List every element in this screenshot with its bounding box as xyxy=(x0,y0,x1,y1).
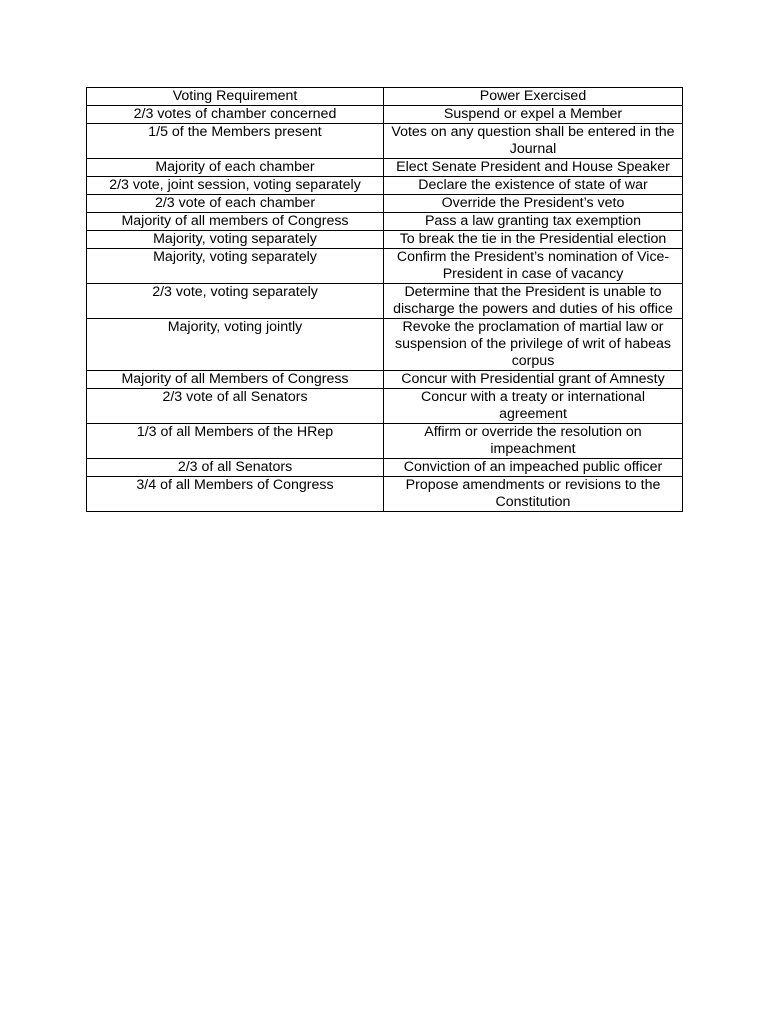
table-row xyxy=(87,249,683,284)
voting-requirement-cell: 2/3 of all Senators xyxy=(87,459,384,477)
voting-requirements-table xyxy=(86,87,683,512)
voting-requirement-cell: 2/3 votes of chamber concerned xyxy=(87,106,384,124)
power-exercised-cell: Declare the existence of state of war xyxy=(384,177,683,195)
power-exercised-cell: Concur with Presidential grant of Amnesty xyxy=(384,371,683,389)
voting-requirement-cell: 2/3 vote, joint session, voting separately xyxy=(87,177,384,195)
table-row xyxy=(87,106,683,124)
header-power-exercised: Power Exercised xyxy=(384,88,683,106)
power-exercised-cell: Pass a law granting tax exemption xyxy=(384,213,683,231)
voting-requirement-cell: 3/4 of all Members of Congress xyxy=(87,477,384,512)
table-row xyxy=(87,159,683,177)
table-row xyxy=(87,124,683,159)
voting-requirement-cell: 2/3 vote, voting separately xyxy=(87,284,384,319)
power-exercised-cell: Confirm the President’s nomination of Vice-President in case of vacancy xyxy=(384,249,683,284)
power-exercised-cell: Concur with a treaty or international agreement xyxy=(384,389,683,424)
header-voting-requirement: Voting Requirement xyxy=(87,88,384,106)
voting-requirement-cell: Majority of all members of Congress xyxy=(87,213,384,231)
table-row xyxy=(87,231,683,249)
voting-requirement-cell: 1/5 of the Members present xyxy=(87,124,384,159)
voting-requirement-cell: Majority of all Members of Congress xyxy=(87,371,384,389)
power-exercised-cell: Revoke the proclamation of martial law or suspension of the privilege of writ of habeas corpus xyxy=(384,319,683,371)
voting-requirement-cell: Majority of each chamber xyxy=(87,159,384,177)
table-row xyxy=(87,284,683,319)
table-row xyxy=(87,371,683,389)
voting-requirement-cell: 1/3 of all Members of the HRep xyxy=(87,424,384,459)
power-exercised-cell: Propose amendments or revisions to the Constitution xyxy=(384,477,683,512)
table-row xyxy=(87,213,683,231)
table-row xyxy=(87,459,683,477)
voting-requirement-cell: 2/3 vote of each chamber xyxy=(87,195,384,213)
table-row xyxy=(87,319,683,371)
power-exercised-cell: Affirm or override the resolution on impeachment xyxy=(384,424,683,459)
table-row xyxy=(87,195,683,213)
power-exercised-cell: Elect Senate President and House Speaker xyxy=(384,159,683,177)
power-exercised-cell: Determine that the President is unable to discharge the powers and duties of his office xyxy=(384,284,683,319)
power-exercised-cell: Votes on any question shall be entered in the Journal xyxy=(384,124,683,159)
table-row xyxy=(87,177,683,195)
voting-requirement-cell: Majority, voting separately xyxy=(87,231,384,249)
power-exercised-cell: Conviction of an impeached public officer xyxy=(384,459,683,477)
voting-requirement-cell: 2/3 vote of all Senators xyxy=(87,389,384,424)
power-exercised-cell: Suspend or expel a Member xyxy=(384,106,683,124)
voting-requirement-cell: Majority, voting jointly xyxy=(87,319,384,371)
table-row xyxy=(87,477,683,512)
table-row xyxy=(87,389,683,424)
power-exercised-cell: Override the President’s veto xyxy=(384,195,683,213)
table-row xyxy=(87,424,683,459)
table-header-row xyxy=(87,88,683,106)
voting-requirement-cell: Majority, voting separately xyxy=(87,249,384,284)
power-exercised-cell: To break the tie in the Presidential election xyxy=(384,231,683,249)
